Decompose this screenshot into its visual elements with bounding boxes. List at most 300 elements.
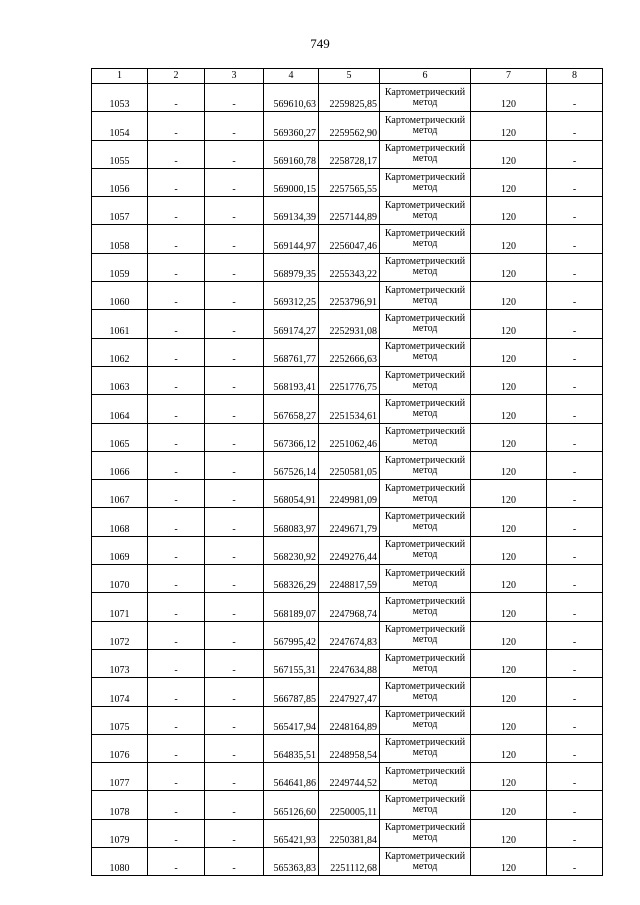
y-coordinate-cell: 2259825,85 <box>319 84 380 112</box>
table-row <box>92 848 603 876</box>
method-cell <box>380 819 471 847</box>
x-coordinate-cell: 565417,94 <box>264 706 319 734</box>
column-3-cell: - <box>205 423 264 451</box>
x-coordinate-cell: 569160,78 <box>264 140 319 168</box>
x-coordinate-cell: 568083,97 <box>264 508 319 536</box>
method-line-2: метод <box>412 521 438 533</box>
column-8-cell: - <box>547 395 603 423</box>
method-line-1: Картометрический <box>384 143 466 155</box>
column-8-cell: - <box>547 791 603 819</box>
method-cell <box>380 480 471 508</box>
y-coordinate-cell: 2259562,90 <box>319 112 380 140</box>
column-2-cell: - <box>148 225 205 253</box>
column-3-cell: - <box>205 565 264 593</box>
column-3-cell: - <box>205 197 264 225</box>
method-line-1: Картометрический <box>384 228 466 240</box>
accuracy-cell: 120 <box>471 763 547 791</box>
accuracy-cell: 120 <box>471 706 547 734</box>
column-8-cell: - <box>547 536 603 564</box>
column-8-cell: - <box>547 112 603 140</box>
column-3-cell: - <box>205 338 264 366</box>
method-line-1: Картометрический <box>384 850 466 862</box>
column-header-7: 7 <box>471 69 547 84</box>
method-cell <box>380 451 471 479</box>
point-number-cell: 1078 <box>92 791 148 819</box>
method-cell <box>380 282 471 310</box>
column-8-cell: - <box>547 225 603 253</box>
method-line-1: Картометрический <box>384 171 466 183</box>
method-line-1: Картометрический <box>384 114 466 126</box>
accuracy-cell: 120 <box>471 565 547 593</box>
column-2-cell: - <box>148 706 205 734</box>
x-coordinate-cell: 568189,07 <box>264 593 319 621</box>
method-line-2: метод <box>412 238 438 250</box>
table-row <box>92 282 603 310</box>
table-row <box>92 763 603 791</box>
point-number-cell: 1064 <box>92 395 148 423</box>
y-coordinate-cell: 2249276,44 <box>319 536 380 564</box>
method-cell <box>380 197 471 225</box>
column-8-cell: - <box>547 508 603 536</box>
x-coordinate-cell: 568979,35 <box>264 253 319 281</box>
x-coordinate-cell: 568054,91 <box>264 480 319 508</box>
accuracy-cell: 120 <box>471 848 547 876</box>
point-number-cell: 1055 <box>92 140 148 168</box>
method-cell <box>380 508 471 536</box>
y-coordinate-cell: 2251112,68 <box>319 848 380 876</box>
column-2-cell: - <box>148 734 205 762</box>
x-coordinate-cell: 569312,25 <box>264 282 319 310</box>
method-line-1: Картометрический <box>384 511 466 523</box>
y-coordinate-cell: 2256047,46 <box>319 225 380 253</box>
method-cell <box>380 763 471 791</box>
method-line-1: Картометрический <box>384 86 466 98</box>
method-line-1: Картометрический <box>384 397 466 409</box>
method-cell <box>380 366 471 394</box>
point-number-cell: 1079 <box>92 819 148 847</box>
accuracy-cell: 120 <box>471 621 547 649</box>
accuracy-cell: 120 <box>471 536 547 564</box>
point-number-cell: 1057 <box>92 197 148 225</box>
method-line-2: метод <box>412 351 438 363</box>
column-8-cell: - <box>547 734 603 762</box>
method-cell <box>380 310 471 338</box>
column-3-cell: - <box>205 734 264 762</box>
method-line-1: Картометрический <box>384 426 466 438</box>
y-coordinate-cell: 2250381,84 <box>319 819 380 847</box>
method-cell <box>380 225 471 253</box>
method-cell <box>380 84 471 112</box>
column-3-cell: - <box>205 678 264 706</box>
point-number-cell: 1061 <box>92 310 148 338</box>
method-line-2: метод <box>412 323 438 335</box>
column-8-cell: - <box>547 819 603 847</box>
column-header-6: 6 <box>380 69 471 84</box>
column-8-cell: - <box>547 423 603 451</box>
point-number-cell: 1068 <box>92 508 148 536</box>
accuracy-cell: 120 <box>471 451 547 479</box>
accuracy-cell: 120 <box>471 734 547 762</box>
table-row <box>92 451 603 479</box>
method-line-2: метод <box>412 662 438 674</box>
column-2-cell: - <box>148 112 205 140</box>
column-2-cell: - <box>148 763 205 791</box>
y-coordinate-cell: 2249981,09 <box>319 480 380 508</box>
method-line-2: метод <box>412 379 438 391</box>
y-coordinate-cell: 2248164,89 <box>319 706 380 734</box>
x-coordinate-cell: 565363,83 <box>264 848 319 876</box>
point-number-cell: 1065 <box>92 423 148 451</box>
table-row <box>92 565 603 593</box>
method-line-2: метод <box>412 634 438 646</box>
table-row <box>92 649 603 677</box>
column-2-cell: - <box>148 536 205 564</box>
method-line-1: Картометрический <box>384 680 466 692</box>
column-3-cell: - <box>205 395 264 423</box>
accuracy-cell: 120 <box>471 338 547 366</box>
method-line-1: Картометрический <box>384 709 466 721</box>
method-cell <box>380 395 471 423</box>
accuracy-cell: 120 <box>471 112 547 140</box>
accuracy-cell: 120 <box>471 366 547 394</box>
column-2-cell: - <box>148 395 205 423</box>
table-row <box>92 140 603 168</box>
table-row <box>92 310 603 338</box>
point-number-cell: 1059 <box>92 253 148 281</box>
method-line-2: метод <box>412 690 438 702</box>
method-line-1: Картометрический <box>384 765 466 777</box>
method-line-2: метод <box>412 294 438 306</box>
table-row <box>92 621 603 649</box>
column-3-cell: - <box>205 819 264 847</box>
column-8-cell: - <box>547 565 603 593</box>
accuracy-cell: 120 <box>471 225 547 253</box>
method-line-2: метод <box>412 124 438 136</box>
column-2-cell: - <box>148 593 205 621</box>
method-cell <box>380 423 471 451</box>
point-number-cell: 1076 <box>92 734 148 762</box>
column-2-cell: - <box>148 848 205 876</box>
column-8-cell: - <box>547 678 603 706</box>
column-8-cell: - <box>547 451 603 479</box>
method-cell <box>380 791 471 819</box>
x-coordinate-cell: 567995,42 <box>264 621 319 649</box>
table-row <box>92 253 603 281</box>
method-line-2: метод <box>412 181 438 193</box>
method-line-1: Картометрический <box>384 313 466 325</box>
point-number-cell: 1070 <box>92 565 148 593</box>
y-coordinate-cell: 2247968,74 <box>319 593 380 621</box>
column-8-cell: - <box>547 282 603 310</box>
y-coordinate-cell: 2258728,17 <box>319 140 380 168</box>
method-line-1: Картометрический <box>384 482 466 494</box>
table-row <box>92 84 603 112</box>
column-header-4: 4 <box>264 69 319 84</box>
method-line-2: метод <box>412 96 438 108</box>
accuracy-cell: 120 <box>471 310 547 338</box>
column-3-cell: - <box>205 451 264 479</box>
point-number-cell: 1075 <box>92 706 148 734</box>
y-coordinate-cell: 2249671,79 <box>319 508 380 536</box>
column-header-1: 1 <box>92 69 148 84</box>
column-2-cell: - <box>148 791 205 819</box>
method-line-1: Картометрический <box>384 341 466 353</box>
method-cell <box>380 253 471 281</box>
column-3-cell: - <box>205 253 264 281</box>
page-number: 749 <box>310 36 330 51</box>
y-coordinate-cell: 2247674,83 <box>319 621 380 649</box>
column-8-cell: - <box>547 338 603 366</box>
method-line-1: Картометрический <box>384 454 466 466</box>
accuracy-cell: 120 <box>471 423 547 451</box>
table-row <box>92 819 603 847</box>
column-8-cell: - <box>547 763 603 791</box>
accuracy-cell: 120 <box>471 84 547 112</box>
column-3-cell: - <box>205 366 264 394</box>
method-line-2: метод <box>412 153 438 165</box>
column-8-cell: - <box>547 366 603 394</box>
method-cell <box>380 848 471 876</box>
point-number-cell: 1072 <box>92 621 148 649</box>
accuracy-cell: 120 <box>471 819 547 847</box>
table-row <box>92 480 603 508</box>
point-number-cell: 1063 <box>92 366 148 394</box>
accuracy-cell: 120 <box>471 197 547 225</box>
method-line-1: Картометрический <box>384 567 466 579</box>
y-coordinate-cell: 2248958,54 <box>319 734 380 762</box>
method-line-1: Картометрический <box>384 369 466 381</box>
accuracy-cell: 120 <box>471 649 547 677</box>
column-3-cell: - <box>205 310 264 338</box>
column-2-cell: - <box>148 140 205 168</box>
y-coordinate-cell: 2251776,75 <box>319 366 380 394</box>
method-cell <box>380 706 471 734</box>
x-coordinate-cell: 569144,97 <box>264 225 319 253</box>
accuracy-cell: 120 <box>471 253 547 281</box>
column-3-cell: - <box>205 140 264 168</box>
method-line-1: Картометрический <box>384 624 466 636</box>
y-coordinate-cell: 2255343,22 <box>319 253 380 281</box>
column-8-cell: - <box>547 593 603 621</box>
table-row <box>92 791 603 819</box>
x-coordinate-cell: 564641,86 <box>264 763 319 791</box>
accuracy-cell: 120 <box>471 395 547 423</box>
table-row <box>92 508 603 536</box>
method-cell <box>380 536 471 564</box>
point-number-cell: 1058 <box>92 225 148 253</box>
point-number-cell: 1069 <box>92 536 148 564</box>
column-2-cell: - <box>148 253 205 281</box>
point-number-cell: 1054 <box>92 112 148 140</box>
column-3-cell: - <box>205 168 264 196</box>
column-3-cell: - <box>205 621 264 649</box>
x-coordinate-cell: 569134,39 <box>264 197 319 225</box>
x-coordinate-cell: 565421,93 <box>264 819 319 847</box>
column-header-3: 3 <box>205 69 264 84</box>
x-coordinate-cell: 569000,15 <box>264 168 319 196</box>
method-line-1: Картометрический <box>384 595 466 607</box>
column-8-cell: - <box>547 168 603 196</box>
table-row <box>92 706 603 734</box>
column-3-cell: - <box>205 649 264 677</box>
column-2-cell: - <box>148 310 205 338</box>
method-cell <box>380 112 471 140</box>
method-line-1: Картометрический <box>384 284 466 296</box>
column-2-cell: - <box>148 480 205 508</box>
y-coordinate-cell: 2251062,46 <box>319 423 380 451</box>
column-3-cell: - <box>205 84 264 112</box>
accuracy-cell: 120 <box>471 282 547 310</box>
table-row <box>92 395 603 423</box>
column-3-cell: - <box>205 480 264 508</box>
method-line-2: метод <box>412 577 438 589</box>
method-cell <box>380 621 471 649</box>
point-number-cell: 1067 <box>92 480 148 508</box>
column-8-cell: - <box>547 480 603 508</box>
method-line-2: метод <box>412 605 438 617</box>
column-2-cell: - <box>148 168 205 196</box>
method-line-1: Картометрический <box>384 199 466 211</box>
column-3-cell: - <box>205 791 264 819</box>
method-line-1: Картометрический <box>384 822 466 834</box>
table-row <box>92 168 603 196</box>
column-2-cell: - <box>148 508 205 536</box>
column-3-cell: - <box>205 112 264 140</box>
y-coordinate-cell: 2257144,89 <box>319 197 380 225</box>
table-row <box>92 678 603 706</box>
method-line-2: метод <box>412 832 438 844</box>
table-row <box>92 338 603 366</box>
point-number-cell: 1077 <box>92 763 148 791</box>
accuracy-cell: 120 <box>471 480 547 508</box>
method-cell <box>380 338 471 366</box>
table-row <box>92 734 603 762</box>
x-coordinate-cell: 568193,41 <box>264 366 319 394</box>
column-3-cell: - <box>205 282 264 310</box>
column-3-cell: - <box>205 225 264 253</box>
method-cell <box>380 649 471 677</box>
method-cell <box>380 565 471 593</box>
y-coordinate-cell: 2257565,55 <box>319 168 380 196</box>
table-row <box>92 366 603 394</box>
column-8-cell: - <box>547 197 603 225</box>
accuracy-cell: 120 <box>471 593 547 621</box>
x-coordinate-cell: 567155,31 <box>264 649 319 677</box>
table-row <box>92 593 603 621</box>
column-2-cell: - <box>148 451 205 479</box>
table-row <box>92 112 603 140</box>
method-line-2: метод <box>412 804 438 816</box>
column-3-cell: - <box>205 848 264 876</box>
accuracy-cell: 120 <box>471 508 547 536</box>
method-line-2: метод <box>412 407 438 419</box>
column-header-8: 8 <box>547 69 603 84</box>
y-coordinate-cell: 2252931,08 <box>319 310 380 338</box>
column-2-cell: - <box>148 282 205 310</box>
column-2-cell: - <box>148 366 205 394</box>
method-line-2: метод <box>412 549 438 561</box>
coordinates-table <box>91 68 603 876</box>
method-line-2: метод <box>412 747 438 759</box>
y-coordinate-cell: 2250005,11 <box>319 791 380 819</box>
accuracy-cell: 120 <box>471 791 547 819</box>
x-coordinate-cell: 565126,60 <box>264 791 319 819</box>
column-3-cell: - <box>205 508 264 536</box>
x-coordinate-cell: 566787,85 <box>264 678 319 706</box>
y-coordinate-cell: 2252666,63 <box>319 338 380 366</box>
column-2-cell: - <box>148 197 205 225</box>
y-coordinate-cell: 2249744,52 <box>319 763 380 791</box>
method-cell <box>380 734 471 762</box>
column-2-cell: - <box>148 338 205 366</box>
table-row <box>92 225 603 253</box>
point-number-cell: 1066 <box>92 451 148 479</box>
x-coordinate-cell: 567366,12 <box>264 423 319 451</box>
column-2-cell: - <box>148 565 205 593</box>
point-number-cell: 1056 <box>92 168 148 196</box>
point-number-cell: 1053 <box>92 84 148 112</box>
point-number-cell: 1062 <box>92 338 148 366</box>
table-row <box>92 423 603 451</box>
method-line-1: Картометрический <box>384 652 466 664</box>
accuracy-cell: 120 <box>471 140 547 168</box>
method-line-1: Картометрический <box>384 539 466 551</box>
method-line-2: метод <box>412 464 438 476</box>
y-coordinate-cell: 2248817,59 <box>319 565 380 593</box>
x-coordinate-cell: 567526,14 <box>264 451 319 479</box>
method-line-2: метод <box>412 266 438 278</box>
table-body <box>92 84 603 876</box>
y-coordinate-cell: 2247927,47 <box>319 678 380 706</box>
x-coordinate-cell: 568230,92 <box>264 536 319 564</box>
column-8-cell: - <box>547 621 603 649</box>
column-8-cell: - <box>547 706 603 734</box>
x-coordinate-cell: 567658,27 <box>264 395 319 423</box>
x-coordinate-cell: 568761,77 <box>264 338 319 366</box>
accuracy-cell: 120 <box>471 678 547 706</box>
y-coordinate-cell: 2247634,88 <box>319 649 380 677</box>
column-3-cell: - <box>205 763 264 791</box>
column-8-cell: - <box>547 848 603 876</box>
method-cell <box>380 678 471 706</box>
table-row <box>92 197 603 225</box>
column-3-cell: - <box>205 536 264 564</box>
column-3-cell: - <box>205 593 264 621</box>
x-coordinate-cell: 568326,29 <box>264 565 319 593</box>
point-number-cell: 1074 <box>92 678 148 706</box>
method-line-2: метод <box>412 436 438 448</box>
x-coordinate-cell: 564835,51 <box>264 734 319 762</box>
column-header-5: 5 <box>319 69 380 84</box>
method-line-2: метод <box>412 775 438 787</box>
point-number-cell: 1073 <box>92 649 148 677</box>
accuracy-cell: 120 <box>471 168 547 196</box>
method-line-2: метод <box>412 492 438 504</box>
column-2-cell: - <box>148 423 205 451</box>
column-8-cell: - <box>547 253 603 281</box>
method-cell <box>380 168 471 196</box>
column-header-2: 2 <box>148 69 205 84</box>
column-2-cell: - <box>148 621 205 649</box>
table-row <box>92 536 603 564</box>
table-header-row <box>92 69 603 84</box>
point-number-cell: 1080 <box>92 848 148 876</box>
method-cell <box>380 140 471 168</box>
method-line-2: метод <box>412 860 438 872</box>
x-coordinate-cell: 569360,27 <box>264 112 319 140</box>
column-8-cell: - <box>547 310 603 338</box>
method-line-1: Картометрический <box>384 737 466 749</box>
